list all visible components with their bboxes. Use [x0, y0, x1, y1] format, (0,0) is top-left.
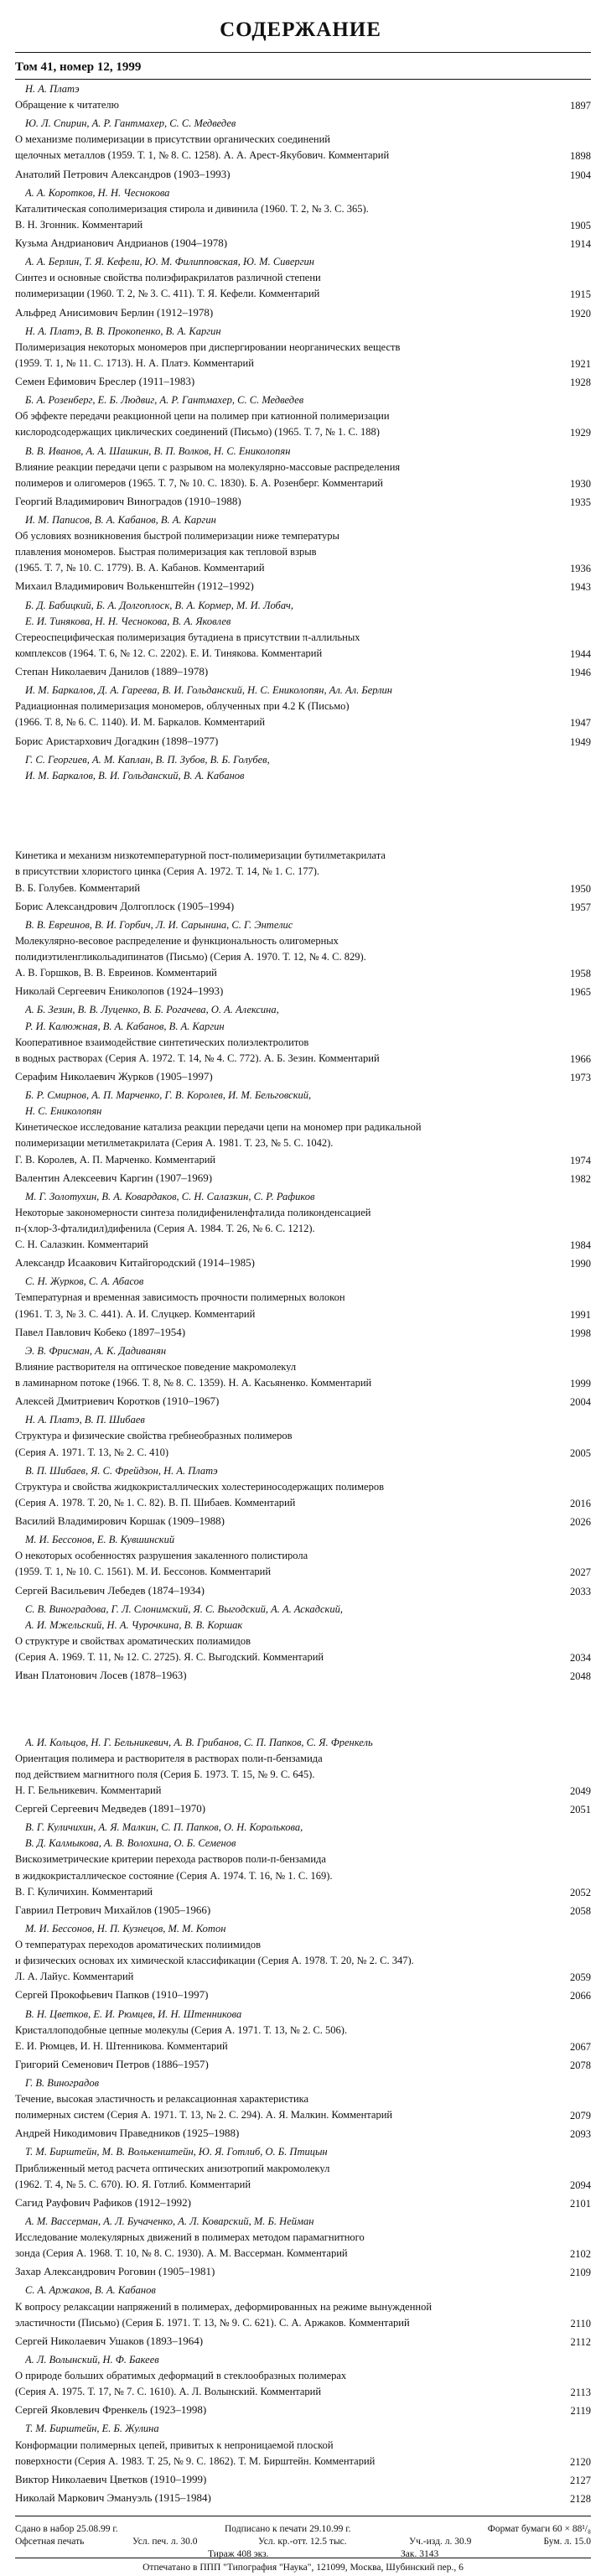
entry-title: Приближенный метод расчета оптических анизотропий макромолекул — [15, 2163, 330, 2174]
entry-title: и физических основах их химической классификации (Серия А. 1978. Т. 20, № 2. С. 347). — [15, 1955, 414, 1966]
divider — [15, 52, 591, 53]
entry-authors: И. М. Баркалов, Д. А. Гареева, В. И. Гольданский, Н. С. Ениколопян, Ал. Ал. Берлин — [25, 685, 392, 696]
entry-title: Об эффекте передачи реакционной цепи на полимер при катионной полимеризации — [15, 411, 390, 422]
toc-entry — [15, 84, 591, 116]
entry-title: Структура и свойства жидкокристаллических холестериносодержащих полимеров — [15, 1481, 384, 1492]
toc-entry — [15, 2078, 591, 2126]
page-number: 1974 — [570, 1154, 591, 1166]
page-number: 1946 — [570, 667, 591, 679]
toc-entry — [15, 446, 591, 494]
entry-biography-name: Алексей Дмитриевич Коротков (1910–1967) — [15, 1396, 220, 1407]
entry-authors: А. И. Кольцов, Н. Г. Бельникевич, А. В. Грибанов, С. П. Папков, С. Я. Френкель — [25, 1737, 373, 1748]
colophon-text: Зак. 3143 — [401, 2549, 439, 2559]
entry-title: Конформации полимерных цепей, привитых к непроницаемой плоской — [15, 2439, 334, 2450]
entry-title: (1959. Т. 1, № 10. С. 1561). М. И. Бессонов. Комментарий — [15, 1566, 272, 1577]
entry-title: Л. А. Лайус. Комментарий — [15, 1971, 134, 1982]
entry-biography-name: Серафим Николаевич Журков (1905–1997) — [15, 1071, 213, 1082]
toc-entry — [15, 1327, 591, 1343]
entry-authors: А. Л. Волынский, Н. Ф. Бакеев — [25, 2354, 159, 2365]
toc-entry — [15, 901, 591, 917]
entry-title: Е. И. Рюмцев, И. Н. Штенникова. Комментарий — [15, 2040, 228, 2051]
page-number: 2119 — [570, 2405, 591, 2418]
entry-title: С. Н. Салазкин. Комментарий — [15, 1239, 148, 1250]
entry-title: Кооперативное взаимодействие синтетических полиэлектролитов — [15, 1036, 309, 1047]
toc-entry — [15, 2475, 591, 2490]
colophon-text: Подписано к печати 29.10.99 г. — [225, 2524, 351, 2534]
entry-title: эластичности (Письмо) (Серия Б. 1971. Т. 13, № 9. С. 621). С. А. Аржаков. Комментарий — [15, 2317, 410, 2328]
page-number: 1982 — [570, 1172, 591, 1185]
page-number: 1991 — [570, 1308, 591, 1321]
entry-authors: Н. А. Платэ — [25, 84, 80, 94]
toc-entry — [15, 2423, 591, 2471]
entry-authors: Б. Д. Бабицкий, Б. А. Долгоплоск, В. А. Кормер, М. И. Лобач, — [25, 600, 294, 610]
entry-title: Некоторые закономерности синтеза полидифениленфталида поликонденсацией — [15, 1207, 371, 1218]
volume-heading: Том 41, номер 12, 1999 — [15, 60, 142, 74]
entry-title: Влияние реакции передачи цепи с разрывом на молекулярно-массовые распределения — [15, 461, 401, 472]
entry-title: А. В. Горшков, В. В. Евреинов. Комментарий — [15, 968, 217, 979]
toc-entry — [15, 920, 591, 984]
entry-title: Полимеризация некоторых мономеров при диспергировании неорганических веществ — [15, 341, 401, 352]
entry-biography-name: Андрей Никодимович Праведников (1925–1988) — [15, 2128, 240, 2139]
entry-authors: С. В. Виноградова, Г. Л. Слонимский, Я. С. Выгодский, А. А. Аскадский, — [25, 1603, 343, 1614]
toc-entry — [15, 188, 591, 236]
entry-title: Каталитическая сополимеризация стирола и дивинила (1960. Т. 2, № 3. С. 365). — [15, 203, 369, 214]
page-number: 2058 — [570, 1904, 591, 1917]
entry-title: В. Б. Голубев. Комментарий — [15, 882, 141, 893]
page-number: 1930 — [570, 477, 591, 490]
entry-authors: Г. В. Виноградов — [25, 2078, 100, 2088]
page-number: 1966 — [570, 1052, 591, 1065]
colophon-text: Формат бумаги 60 × 88¹/₈ — [487, 2524, 591, 2534]
entry-title: Температурная и временная зависимость прочности полимерных волокон — [15, 1292, 345, 1303]
entry-title: плавления мономеров. Быстрая полимеризация как тепловой взрыв — [15, 547, 317, 558]
entry-authors: Н. А. Платэ, В. В. Прокопенко, В. А. Каргин — [25, 325, 221, 336]
page-number: 1915 — [570, 288, 591, 301]
colophon-text: Тираж 408 экз. — [208, 2549, 269, 2559]
entry-biography-name: Борис Александрович Долгоплоск (1905–1994) — [15, 901, 235, 911]
toc-entry — [15, 1466, 591, 1514]
entry-title: Кристаллоподобные цепные молекулы (Серия А. 1971. Т. 13, № 2. С. 506). — [15, 2024, 348, 2035]
page-number: 2078 — [570, 2059, 591, 2071]
entry-biography-name: Валентин Алексеевич Каргин (1907–1969) — [15, 1172, 213, 1183]
entry-authors: И. М. Баркалов, В. И. Гольданский, В. А. Кабанов — [25, 770, 245, 781]
page-number: 1929 — [570, 427, 591, 439]
colophon-text: Офсетная печать — [15, 2537, 85, 2547]
entry-title: (1962. Т. 4, № 5. С. 670). Ю. Я. Готлиб. Комментарий — [15, 2179, 251, 2189]
entry-biography-name: Николай Маркович Эмануэль (1915–1984) — [15, 2492, 211, 2503]
entry-biography-name: Сергей Яковлевич Френкель (1923–1998) — [15, 2405, 207, 2416]
entry-biography-name: Сергей Николаевич Ушаков (1893–1964) — [15, 2335, 204, 2346]
entry-title: полимеров и олигомеров (1965. Т. 7, № 10. С. 1830). Б. А. Розенберг. Комментарий — [15, 477, 383, 488]
page-number: 1949 — [570, 735, 591, 748]
toc-entry — [15, 1258, 591, 1274]
entry-authors: А. Б. Зезин, В. В. Луценко, В. Б. Рогачева, О. А. Алексина, — [25, 1005, 279, 1015]
entry-title: полидиэтиленгликольадипинатов (Письмо) (Серия А. 1970. Т. 12, № 4. С. 829). — [15, 952, 366, 963]
toc-entry — [15, 395, 591, 443]
toc-entry — [15, 1604, 591, 1668]
entry-title: кислородсодержащих циклических соединений (Письмо) (1965. Т. 7, № 1. С. 188) — [15, 427, 380, 438]
entry-title: в водных растворах (Серия А. 1972. Т. 14, № 4. С. 772). А. Б. Зезин. Комментарий — [15, 1052, 380, 1063]
page-number: 2128 — [570, 2492, 591, 2505]
entry-biography-name: Сергей Васильевич Лебедев (1874–1934) — [15, 1585, 205, 1596]
toc-entry — [15, 515, 591, 579]
entry-title: Кинетическое исследование катализа реакции передачи цепи на мономер при радикальной — [15, 1122, 422, 1133]
page-number: 2101 — [570, 2197, 591, 2210]
entry-title: Обращение к читателю — [15, 100, 120, 111]
entry-authors: Р. И. Калюжная, В. А. Кабанов, В. А. Каргин — [25, 1021, 225, 1031]
entry-authors: Е. И. Тинякова, Н. Н. Чеснокова, В. А. Яковлев — [25, 615, 231, 626]
entry-authors: А. И. Мжельский, Н. А. Чурочкина, В. В. Коршак — [25, 1619, 243, 1630]
entry-title: О природе больших обратимых деформаций в стеклообразных полимерах — [15, 2371, 347, 2381]
entry-biography-name: Степан Николаевич Данилов (1889–1978) — [15, 667, 209, 678]
toc-entry — [15, 1822, 591, 1903]
toc-entry — [15, 2128, 591, 2144]
entry-title: (Серия А. 1969. Т. 11, № 12. С. 2725). Я. С. Выгодский. Комментарий — [15, 1651, 324, 1662]
toc-entry — [15, 600, 591, 664]
entry-authors: М. И. Бессонов, Е. В. Кувшинский — [25, 1535, 175, 1545]
toc-entry — [15, 2493, 591, 2509]
colophon-text: Уч.-изд. л. 30.9 — [409, 2537, 472, 2547]
colophon-text: Сдано в набор 25.08.99 г. — [15, 2524, 118, 2534]
toc-entry — [15, 685, 591, 733]
page-number: 2051 — [570, 1804, 591, 1816]
toc-entry — [15, 496, 591, 512]
entry-authors: И. М. Паписов, В. А. Кабанов, В. А. Каргин — [25, 514, 216, 525]
page-number: 1935 — [570, 496, 591, 508]
entry-title: О температурах переходов ароматических полиимидов — [15, 1940, 262, 1950]
toc-entry — [15, 1415, 591, 1462]
page-number: 2067 — [570, 2040, 591, 2053]
entry-title: в ламинарном потоке (1966. Т. 8, № 8. С. 1359). Н. А. Касьяненко. Комментарий — [15, 1378, 372, 1389]
printer-footer: Отпечатано в ППП "Типография "Наука", 121099, Москва, Шубинский пер., 6 — [142, 2563, 464, 2573]
entry-biography-name: Георгий Владимирович Виноградов (1910–1988) — [15, 496, 241, 506]
toc-entry — [15, 169, 591, 185]
entry-authors: А. А. Коротков, Н. Н. Чеснокова — [25, 187, 170, 198]
toc-entry — [15, 1173, 591, 1189]
divider — [15, 79, 591, 80]
toc-entry — [15, 257, 591, 304]
entry-authors: Ю. Л. Спирин, А. Р. Гантмахер, С. С. Медведев — [25, 118, 236, 129]
entry-biography-name: Сергей Прокофьевич Папков (1910–1997) — [15, 1990, 209, 2001]
entry-authors: Т. М. Бирштейн, М. В. Волькенштейн, Ю. Я. Готлиб, О. Б. Птицын — [25, 2147, 328, 2158]
entry-title: полимерных систем (Серия А. 1971. Т. 13, № 2. С. 294). А. Я. Малкин. Комментарий — [15, 2110, 393, 2121]
toc-entry — [15, 581, 591, 597]
page-number: 2052 — [570, 1886, 591, 1898]
entry-biography-name: Иван Платонович Лосев (1878–1963) — [15, 1670, 187, 1681]
entry-title: В. Г. Куличихин. Комментарий — [15, 1886, 153, 1897]
colophon-text: Бум. л. 15.0 — [543, 2537, 591, 2547]
entry-title: К вопросу релаксации напряжений в полимерах, деформированных на режиме вынужденной — [15, 2301, 433, 2312]
entry-title: щелочных металлов (1959. Т. 1, № 8. С. 1258). А. А. Арест-Якубович. Комментарий — [15, 150, 390, 161]
page-number: 2109 — [570, 2267, 591, 2279]
page-number: 1957 — [570, 901, 591, 913]
entry-authors: Б. А. Розенберг, Е. Б. Людвиг, А. Р. Гантмахер, С. С. Медведев — [25, 395, 304, 406]
entry-title: полимеризации (1960. Т. 2, № 3. С. 411). Т. Я. Кефели. Комментарий — [15, 288, 320, 299]
toc-entry — [15, 1586, 591, 1602]
page-number: 2066 — [570, 1990, 591, 2002]
toc-entry — [15, 986, 591, 1002]
toc-entry — [15, 755, 591, 899]
entry-authors: В. В. Евреинов, В. И. Горбич, Л. И. Сарынина, С. Г. Энтелис — [25, 919, 293, 930]
page-number: 2112 — [570, 2335, 591, 2348]
toc-entry — [15, 2059, 591, 2075]
entry-biography-name: Борис Аристархович Догадкин (1898–1977) — [15, 735, 219, 746]
entry-title: Н. Г. Бельникевич. Комментарий — [15, 1784, 162, 1795]
entry-authors: С. Н. Журков, С. А. Абасов — [25, 1276, 144, 1287]
entry-authors: Н. С. Ениколопян — [25, 1106, 102, 1117]
entry-title: Влияние растворителя на оптическое поведение макромолекул — [15, 1361, 297, 1372]
page-number: 2026 — [570, 1516, 591, 1529]
page-number: 1944 — [570, 647, 591, 660]
page-number: 1920 — [570, 307, 591, 319]
entry-biography-name: Василий Владимирович Коршак (1909–1988) — [15, 1516, 225, 1527]
entry-title: поверхности (Серия А. 1983. Т. 25, № 9. С. 1862). Т. М. Бирштейн. Комментарий — [15, 2455, 376, 2466]
page-number: 1958 — [570, 968, 591, 980]
toc-entry — [15, 667, 591, 683]
page-number: 2004 — [570, 1396, 591, 1409]
entry-authors: В. Г. Куличихин, А. Я. Малкин, С. П. Папков, О. Н. Королькова, — [25, 1822, 303, 1833]
entry-title: п-(хлор-3-фталидил)дифенила (Серия А. 1984. Т. 26, № 6. С. 1212). — [15, 1223, 315, 1234]
entry-title: Молекулярно-весовое распределение и функциональность олигомерных — [15, 935, 339, 946]
entry-title: Кинетика и механизм низкотемпературной пост-полимеризации бутилметакрилата — [15, 850, 386, 861]
page-number: 1984 — [570, 1239, 591, 1252]
page-number: 2079 — [570, 2110, 591, 2122]
entry-authors: В. В. Иванов, А. А. Шашкин, В. П. Волков, Н. С. Ениколопян — [25, 445, 291, 456]
entry-biography-name: Кузьма Андрианович Андрианов (1904–1978) — [15, 238, 228, 249]
entry-title: под действием магнитного поля (Серия Б. 1973. Т. 15, № 9. С. 645). — [15, 1768, 315, 1779]
page-number: 1943 — [570, 581, 591, 594]
toc-entry — [15, 118, 591, 166]
entry-title: комплексов (1964. Т. 6, № 12. С. 2202). Е. И. Тинякова. Комментарий — [15, 647, 323, 658]
page-number: 2059 — [570, 1971, 591, 1984]
page-number: 2113 — [570, 2386, 591, 2399]
entry-biography-name: Павел Павлович Кобеко (1897–1954) — [15, 1327, 186, 1337]
entry-biography-name: Семен Ефимович Бреслер (1911–1983) — [15, 377, 195, 387]
page-number: 2049 — [570, 1784, 591, 1797]
page-number: 1936 — [570, 563, 591, 575]
entry-title: Ориентация полимера и растворителя в растворах поли-п-бензамида — [15, 1753, 323, 1763]
page-number: 1904 — [570, 169, 591, 181]
entry-title: Г. В. Королев, А. П. Марченко. Комментарий — [15, 1154, 216, 1165]
toc-entry — [15, 1905, 591, 1921]
entry-biography-name: Григорий Семенович Петров (1886–1957) — [15, 2059, 209, 2070]
page-number: 2016 — [570, 1497, 591, 1509]
entry-title: (Серия А. 1978. Т. 20, № 1. С. 82). В. П. Шибаев. Комментарий — [15, 1497, 296, 1508]
entry-title: В. Н. Згонник. Комментарий — [15, 219, 143, 230]
page-number: 1914 — [570, 238, 591, 251]
entry-title: в жидкокристаллическое состояние (Серия А. 1974. Т. 16, № 1. С. 169). — [15, 1870, 333, 1881]
colophon-text: Усл. печ. л. 30.0 — [132, 2537, 198, 2547]
entry-title: Исследование молекулярных движений в полимерах методом парамагнитного — [15, 2232, 365, 2243]
page-number: 1921 — [570, 357, 591, 370]
entry-title: (1959. Т. 1, № 11. С. 1713). Н. А. Платэ. Комментарий — [15, 357, 254, 368]
entry-authors: А. А. Берлин, Т. Я. Кефели, Ю. М. Филипповская, Ю. М. Сивергин — [25, 257, 314, 267]
toc-entry — [15, 1689, 591, 1801]
page-number: 1998 — [570, 1327, 591, 1339]
entry-biography-name: Сагид Рауфович Рафиков (1912–1992) — [15, 2197, 191, 2208]
entry-title: (Серия А. 1971. Т. 13, № 2. С. 410) — [15, 1446, 168, 1457]
page-number: 2093 — [570, 2128, 591, 2141]
entry-title: Течение, высокая эластичность и релаксационная характеристика — [15, 2094, 309, 2105]
entry-biography-name: Сергей Сергеевич Медведев (1891–1970) — [15, 1804, 206, 1815]
toc-entry — [15, 326, 591, 374]
entry-authors: Н. А. Платэ, В. П. Шибаев — [25, 1415, 145, 1426]
toc-entry — [15, 2216, 591, 2264]
toc-entry — [15, 1535, 591, 1582]
page-number: 1950 — [570, 882, 591, 895]
entry-biography-name: Захар Александрович Роговин (1905–1981) — [15, 2267, 215, 2277]
page-number: 1965 — [570, 986, 591, 999]
entry-biography-name: Николай Сергеевич Ениколопов (1924–1993) — [15, 986, 224, 997]
entry-title: полимеризации метилметакрилата (Серия А. 1981. Т. 23, № 5. С. 1042). — [15, 1138, 334, 1149]
entry-authors: М. И. Бессонов, Н. П. Кузнецов, М. М. Котон — [25, 1923, 226, 1934]
page-number: 1973 — [570, 1071, 591, 1083]
page-number: 2120 — [570, 2455, 591, 2468]
entry-biography-name: Анатолий Петрович Александров (1903–1993) — [15, 169, 231, 179]
page-number: 2094 — [570, 2179, 591, 2191]
page-number: 2048 — [570, 1670, 591, 1683]
page-title: СОДЕРЖАНИЕ — [220, 18, 381, 41]
toc-entry — [15, 2198, 591, 2214]
page-number: 1999 — [570, 1378, 591, 1390]
page-number: 2034 — [570, 1651, 591, 1664]
entry-title: Об условиях возникновения быстрой полимеризации ниже температуры — [15, 531, 339, 542]
entry-title: (1965. Т. 7, № 10. С. 1779). В. А. Кабанов. Комментарий — [15, 563, 265, 574]
entry-title: О механизме полимеризации в присутствии органических соединений — [15, 134, 330, 145]
toc-entry — [15, 1346, 591, 1394]
page-number: 1905 — [570, 219, 591, 231]
page-number: 2027 — [570, 1566, 591, 1579]
entry-authors: Т. М. Бирштейн, Е. Б. Жулина — [25, 2423, 159, 2434]
page-number: 1898 — [570, 150, 591, 163]
toc-entry — [15, 2147, 591, 2194]
entry-title: зонда (Серия А. 1968. Т. 10, № 8. С. 1930). А. М. Вассерман. Комментарий — [15, 2248, 348, 2259]
toc-entry — [15, 1072, 591, 1088]
entry-authors: Э. В. Фрисман, А. К. Дадиванян — [25, 1345, 167, 1356]
toc-entry — [15, 736, 591, 752]
entry-title: Структура и физические свойства гребнеобразных полимеров — [15, 1431, 293, 1441]
toc-entry — [15, 1396, 591, 1412]
entry-authors: С. А. Аржаков, В. А. Кабанов — [25, 2285, 156, 2296]
toc-entry — [15, 2355, 591, 2402]
page-number: 1947 — [570, 717, 591, 730]
entry-biography-name: Альфред Анисимович Берлин (1912–1978) — [15, 307, 214, 318]
entry-biography-name: Виктор Николаевич Цветков (1910–1999) — [15, 2474, 207, 2485]
toc-entry — [15, 308, 591, 324]
page-number: 2127 — [570, 2474, 591, 2486]
entry-authors: А. М. Вассерман, А. Л. Бучаченко, А. Л. Коварский, М. Б. Нейман — [25, 2215, 314, 2226]
toc-entry — [15, 2405, 591, 2421]
toc-entry — [15, 238, 591, 254]
entry-biography-name: Гавриил Петрович Михайлов (1905–1966) — [15, 1904, 211, 1915]
toc-entry — [15, 2285, 591, 2333]
entry-title: в присутствии хлористого цинка (Серия А. 1972. Т. 14, № 1. С. 177). — [15, 866, 320, 877]
toc-entry — [15, 1276, 591, 1324]
page-number: 1990 — [570, 1258, 591, 1270]
entry-title: О некоторых особенностях разрушения закаленного полистирола — [15, 1550, 308, 1561]
toc-entry — [15, 1090, 591, 1171]
entry-authors: М. Г. Золотухин, В. А. Ковардаков, С. Н. Салазкин, С. Р. Рафиков — [25, 1191, 315, 1202]
toc-entry — [15, 2009, 591, 2057]
entry-authors: В. Н. Цветков, Е. И. Рюмцев, И. Н. Штенникова — [25, 2008, 242, 2019]
entry-title: Стереоспецифическая полимеризация бутадиена в присутствии π-аллильных — [15, 631, 360, 642]
entry-authors: В. Д. Калмыкова, А. В. Волохина, О. Б. Семенов — [25, 1838, 236, 1849]
page-number: 2033 — [570, 1585, 591, 1597]
page-number: 2102 — [570, 2248, 591, 2261]
page-number: 2110 — [570, 2317, 591, 2329]
page-number: 2005 — [570, 1446, 591, 1459]
entry-authors: В. П. Шибаев, Я. С. Фрейдзон, Н. А. Платэ — [25, 1465, 218, 1476]
toc-entry — [15, 1005, 591, 1068]
entry-authors: Г. С. Георгиев, А. М. Каплан, В. П. Зубов, В. Б. Голубев, — [25, 754, 270, 765]
entry-biography-name: Александр Исаакович Китайгородский (1914–1985) — [15, 1258, 255, 1269]
toc-entry — [15, 1990, 591, 2006]
toc-entry — [15, 1804, 591, 1820]
entry-title: (1966. Т. 8, № 6. С. 1140). И. М. Баркалов. Комментарий — [15, 717, 266, 728]
toc-entry — [15, 1192, 591, 1255]
toc-entry — [15, 1924, 591, 1987]
toc-entry — [15, 2336, 591, 2352]
entry-biography-name: Михаил Владимирович Волькенштейн (1912–1992) — [15, 581, 254, 592]
entry-title: Радиационная полимеризация мономеров, облученных при 4.2 К (Письмо) — [15, 701, 350, 712]
entry-title: (Серия А. 1975. Т. 17, № 7. С. 1610). А. Л. Волынский. Комментарий — [15, 2386, 322, 2397]
page-number: 1928 — [570, 377, 591, 389]
entry-authors: Б. Р. Смирнов, А. П. Марченко, Г. В. Королев, И. М. Бельговский, — [25, 1090, 312, 1101]
colophon-text: Усл. кр.-отт. 12.5 тыс. — [258, 2537, 347, 2547]
entry-title: (1961. Т. 3, № 3. С. 441). А. И. Слуцкер. Комментарий — [15, 1308, 256, 1319]
toc-entry — [15, 1670, 591, 1686]
toc-entry — [15, 1516, 591, 1532]
entry-title: О структуре и свойствах ароматических полиамидов — [15, 1635, 251, 1646]
toc-entry — [15, 2267, 591, 2283]
entry-title: Вискозиметрические критерии перехода растворов поли-п-бензамида — [15, 1854, 326, 1865]
page-number: 1897 — [570, 100, 591, 112]
entry-title: Синтез и основные свойства полиэфиракрилатов различной степени — [15, 273, 321, 283]
toc-entry — [15, 377, 591, 392]
